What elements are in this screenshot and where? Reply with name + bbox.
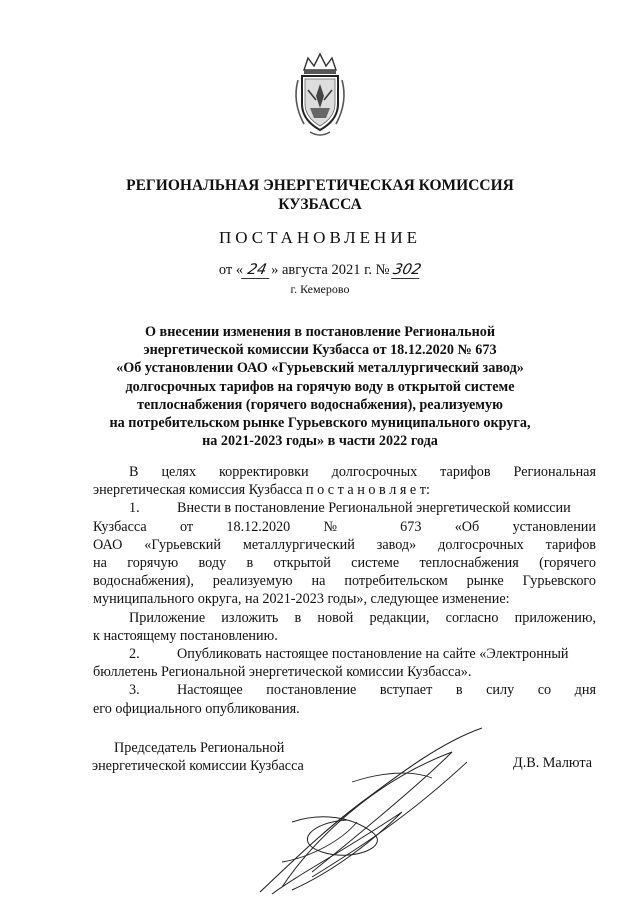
paragraph-1-line: Кузбасса от 18.12.2020 № 673 «Об установлении [93,518,596,535]
document-type: ПОСТАНОВЛЕНИЕ [218,228,421,247]
date-mid: » августа 2021 г. № [271,262,390,278]
title-line: О внесении изменения в постановление Региональной [144,324,496,340]
date-day: 24 [241,262,273,279]
paragraph-number: 3. [129,682,140,699]
document-number: 302 [391,262,423,278]
paragraph-1a-line: к настоящему постановлению. [93,627,278,644]
city: г. Кемерово [290,282,350,296]
paragraph-3-text: Настоящее постановление вступает в силу со дня [177,682,596,699]
date-line [0,262,640,279]
position-line: Председатель Региональной [114,740,285,756]
paragraph-number: 2. [129,646,140,663]
intro-line [93,481,596,499]
title-line: на 2021-2023 годы» в части 2022 года [202,433,438,450]
document-title [80,323,560,450]
title-line: на потребительском рынке Гурьевского муниципального округа, [109,415,531,432]
paragraph-2-line [93,645,596,663]
intro-text: энергетическая комиссия Кузбасса [93,482,306,499]
paragraph-1-line: муниципального округа, на 2021-2023 годы», следующее изменение: [93,591,510,608]
paragraph-3-line [93,681,596,699]
title-line: теплоснабжения (горячего водоснабжения), реализуемую [137,396,503,413]
resolves-word: п о с т а н о в л я е т: [305,482,430,499]
date-prefix: от « [218,262,244,278]
paragraph-2-line: бюллетень Региональной энергетической комиссии Кузбасса». [93,664,472,681]
organization-name [0,176,640,214]
paragraph-number: 1. [129,500,140,517]
signatory-name: Д.В. Малюта [513,755,592,771]
paragraph-1a-line: Приложение изложить в новой редакции, согласно приложению, [129,609,596,626]
organization-name-line1: РЕГИОНАЛЬНАЯ ЭНЕРГЕТИЧЕСКАЯ КОМИССИЯ [126,177,514,194]
title-line: энергетической комиссии Кузбасса от 18.12.2020 № 673 [143,342,497,359]
organization-name-line2: КУЗБАССА [278,196,362,213]
paragraph-1-line [93,499,596,517]
paragraph-3-line: его официального опубликования. [93,700,300,717]
paragraph-1-line: ОАО «Гурьевский металлургический завод» долгосрочных тарифов [93,536,596,553]
title-line: долгосрочных тарифов на горячую воду в открытой системе [125,378,515,395]
paragraph-1-line: на горячую воду в открытой системе теплоснабжения (горячего [93,555,596,572]
handwritten-signature-icon [252,722,492,902]
paragraph-1-text: Внести в постановление Региональной энергетической комиссии [177,500,571,517]
position-line: энергетической комиссии Кузбасса [92,758,304,775]
paragraph-2-text: Опубликовать настоящее постановление на сайте «Электронный [177,646,569,663]
coat-of-arms-kuzbass-icon [290,50,350,138]
document-body [93,463,596,718]
paragraph-1-line: водоснабжения), реализуемую на потребительском рынке Гурьевского [93,573,596,590]
title-line: «Об установлении ОАО «Гурьевский металлургический завод» [116,360,524,377]
intro-line: В целях корректировки долгосрочных тарифов Региональная [129,464,596,480]
